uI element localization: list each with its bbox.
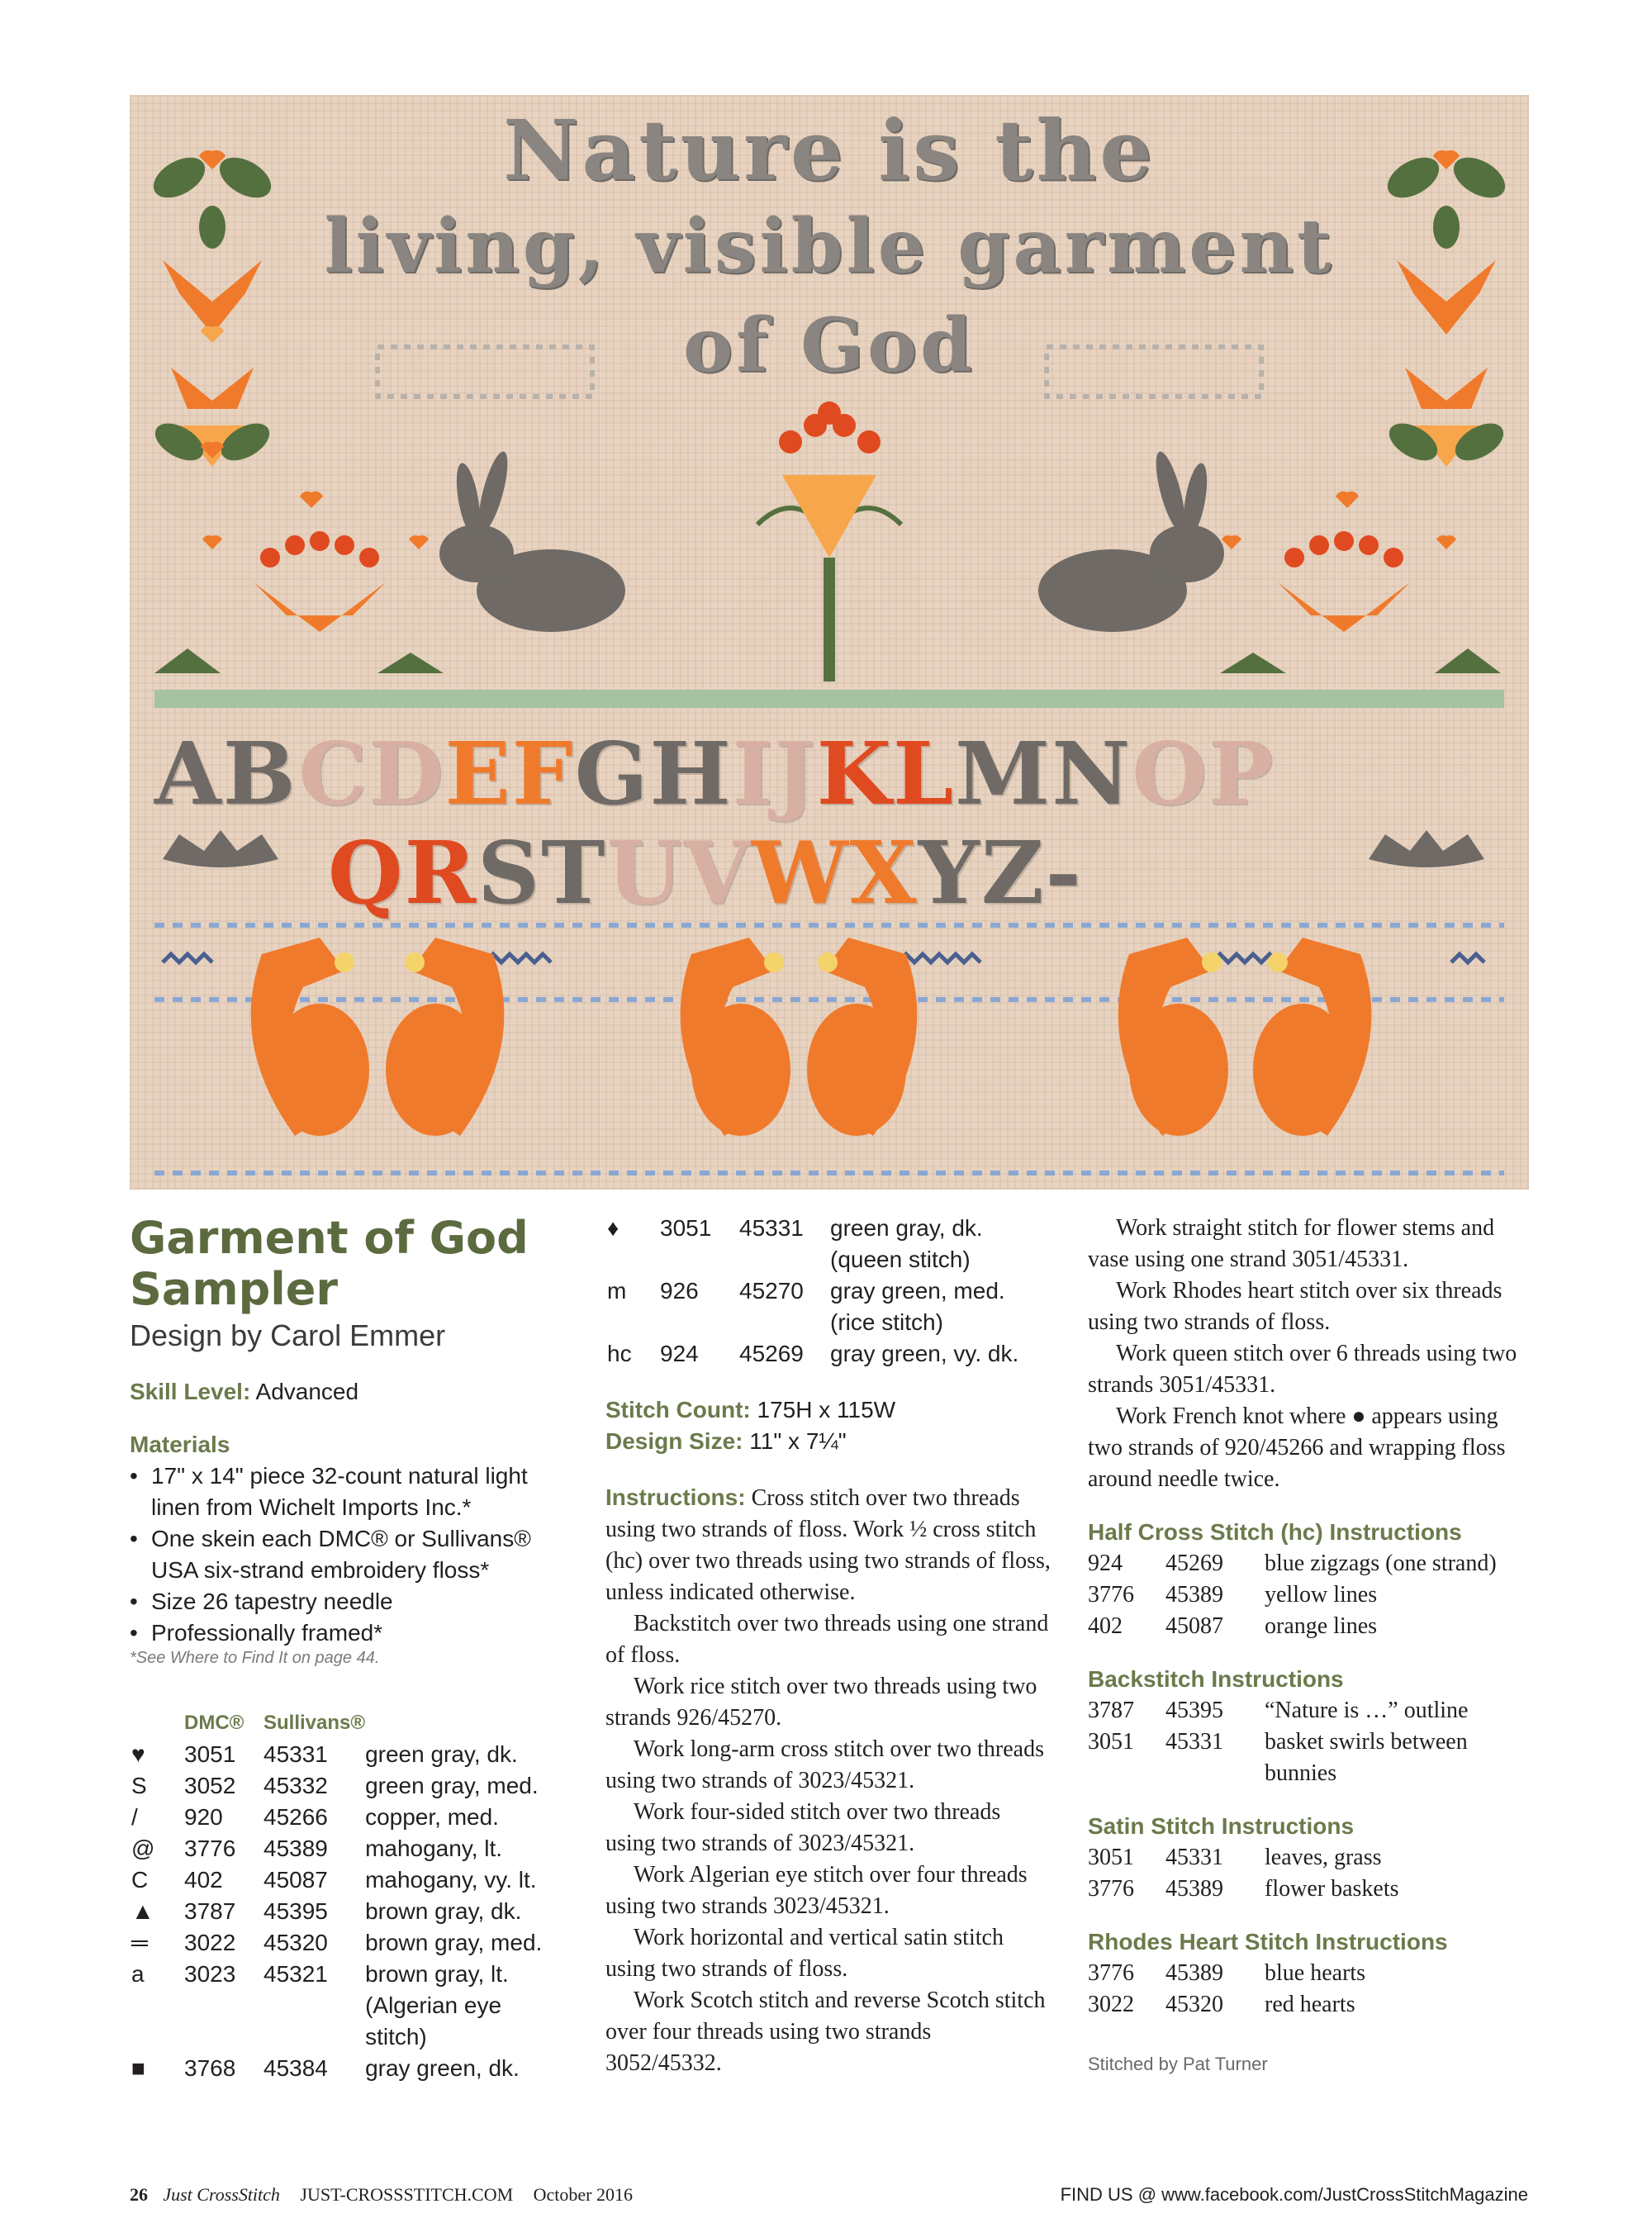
symbol: m (607, 1278, 627, 1304)
sullivans-code: 45321 (263, 1961, 328, 1987)
sullivans-code: 45320 (263, 1930, 328, 1955)
stitch-row (1088, 1611, 1497, 1642)
symbol: @ (131, 1836, 155, 1861)
alphabet-letter: U (606, 822, 684, 924)
dmc-code: 3776 (1088, 1960, 1134, 1986)
sullivans-code: 45320 (1165, 1992, 1223, 2017)
sullivans-code: 45389 (1165, 1582, 1223, 1608)
stitch-row (1088, 1842, 1399, 1874)
instructions-intro (605, 1482, 1051, 1608)
materials-list (130, 1460, 559, 1649)
alphabet-letter: X (849, 822, 919, 924)
color-key-row (130, 1770, 559, 1802)
color-key-row (605, 1338, 1018, 1370)
page-number: 26 (130, 2184, 148, 2205)
alphabet-letter: C (298, 723, 369, 824)
byline: Design by Carol Emmer (130, 1318, 446, 1352)
sullivans-code: 45389 (263, 1836, 328, 1861)
website: JUST-CROSSSTITCH.COM (300, 2184, 514, 2205)
backstitch-table (1088, 1695, 1534, 1789)
stitch-row (1088, 1548, 1497, 1579)
instruction-paragraph: Work Algerian eye stitch over four threads using two strands 3023/45321. (605, 1862, 1028, 1919)
stitch-description: “Nature is …” outline (1265, 1698, 1469, 1723)
instruction-paragraph: Work straight stitch for flower stems and vase using one strand 3051/45331. (1088, 1215, 1495, 1272)
satin-heading: Satin Stitch Instructions (1088, 1813, 1355, 1839)
color-key-row (130, 2053, 559, 2084)
sullivans-code: 45389 (1165, 1876, 1223, 1902)
dmc-header: DMC® (184, 1712, 244, 1734)
alphabet-letter: I (732, 723, 775, 824)
color-key-row (130, 1739, 559, 1770)
alphabet-letter: O (1132, 723, 1208, 824)
stitch-description: blue zigzags (one strand) (1265, 1551, 1497, 1576)
color-name: gray green, med. (rice stitch) (830, 1278, 1005, 1335)
stitch-count-value: 175H x 115W (757, 1397, 896, 1422)
stitch-description: flower baskets (1265, 1876, 1399, 1902)
material-item: • One skein each DMC® or Sullivans® USA six-strand embroidery floss* (130, 1523, 559, 1586)
color-name: brown gray, lt. (Algerian eye stitch) (365, 1961, 509, 2049)
instruction-paragraph: Work long-arm cross stitch over two threads using two strands of 3023/45321. (605, 1736, 1044, 1793)
right-bunny (1038, 449, 1224, 632)
color-note: (queen stitch) (830, 1247, 971, 1272)
verse-line-1: Nature is the (503, 102, 1156, 199)
title-line-1: Garment of God (130, 1212, 529, 1264)
center-flower-tree (757, 401, 901, 682)
french-knot-post: appears using two strands of 920/45266 and wrapping floss around needle twice. (1088, 1403, 1506, 1492)
alphabet-letter: V (683, 822, 752, 924)
sage-band (154, 690, 1504, 708)
rhodes-heading: Rhodes Heart Stitch Instructions (1088, 1929, 1448, 1954)
symbol: ═ (131, 1930, 148, 1955)
dmc-code: 3776 (1088, 1876, 1134, 1902)
color-note: (rice stitch) (830, 1309, 943, 1335)
dmc-code: 920 (184, 1804, 223, 1830)
alphabet-row-1 (154, 723, 1275, 824)
instruction-paragraph: Work four-sided stitch over two threads using two strands of 3023/45321. (605, 1799, 1001, 1856)
skill-label: Skill Level: (130, 1379, 251, 1404)
design-size-label: Design Size: (605, 1428, 743, 1454)
symbol: ▲ (131, 1898, 154, 1924)
instructions-first: Cross stitch over two threads using two strands of floss. Work ½ cross stitch (hc) over two threads using two strands of floss, unless indicated otherwise. (605, 1485, 1051, 1605)
sullivans-code: 45269 (739, 1341, 804, 1366)
dmc-code: 402 (1088, 1613, 1123, 1639)
alphabet-row-2 (328, 822, 1083, 924)
symbol: ♥ (131, 1741, 145, 1767)
color-name: brown gray, dk. (365, 1898, 522, 1924)
dmc-code: 3051 (1088, 1845, 1134, 1870)
alphabet-letter: G (574, 723, 650, 824)
verse-line-3: of God (683, 302, 976, 389)
symbol: a (131, 1961, 145, 1987)
color-name: mahogany, lt. (365, 1836, 503, 1861)
backstitch-heading: Backstitch Instructions (1088, 1666, 1344, 1692)
color-key-row (130, 1959, 559, 2053)
symbol: hc (607, 1341, 632, 1366)
stitch-row (1088, 1874, 1399, 1905)
stitch-description: basket swirls between bunnies (1265, 1729, 1468, 1786)
dmc-code: 3776 (1088, 1582, 1134, 1608)
symbol: / (131, 1804, 138, 1830)
article-title (130, 1213, 559, 1315)
page-footer-left (130, 2184, 633, 2206)
alphabet-letter: D (368, 723, 445, 824)
sullivans-code: 45087 (263, 1867, 328, 1893)
color-name: green gray, med. (365, 1773, 539, 1798)
color-name: copper, med. (365, 1804, 499, 1830)
color-key-row (130, 1833, 559, 1864)
left-bunny (439, 449, 625, 632)
color-key-row (130, 1927, 559, 1959)
column-3-instructions (1088, 1213, 1534, 1495)
alphabet-letter: Q (328, 822, 405, 924)
design-size (605, 1426, 1051, 1457)
find-us-link[interactable]: FIND US @ www.facebook.com/JustCrossStitchMagazine (1060, 2184, 1528, 2205)
alphabet-letter: J (774, 723, 817, 824)
alphabet-letter: Z (980, 822, 1046, 924)
sullivans-code: 45389 (1165, 1960, 1223, 1986)
left-crown (163, 830, 278, 867)
stitch-row (1088, 1579, 1497, 1611)
verse-line-2: living, visible garment (324, 202, 1335, 290)
alphabet-letter: R (404, 822, 478, 924)
sullivans-code: 45266 (263, 1804, 328, 1830)
column-3 (1088, 1213, 1534, 2075)
alphabet-letter: T (541, 822, 607, 924)
rhodes-table (1088, 1958, 1365, 2021)
color-name: mahogany, vy. lt. (365, 1867, 537, 1893)
stitch-description: yellow lines (1265, 1582, 1378, 1608)
sampler-photo (130, 95, 1529, 1190)
color-key-row (605, 1275, 1018, 1338)
dmc-code: 3022 (184, 1930, 236, 1955)
sullivans-code: 45331 (739, 1215, 804, 1241)
sullivans-code: 45332 (263, 1773, 328, 1798)
color-name: green gray, dk. (queen stitch) (830, 1215, 983, 1272)
alphabet-letter: Y (918, 822, 981, 924)
alphabet-letter: A (154, 723, 223, 824)
instruction-paragraph: Work Rhodes heart stitch over six threads using two strands of floss. (1088, 1278, 1502, 1335)
color-key-header (130, 1707, 559, 1739)
color-key-table (130, 1707, 559, 2084)
sullivans-code: 45331 (1165, 1729, 1223, 1755)
skill-value: Advanced (255, 1379, 359, 1404)
symbol: ♦ (607, 1215, 620, 1241)
alphabet-letter: N (1051, 723, 1132, 824)
sullivans-code: 45269 (1165, 1551, 1223, 1576)
stitch-row (1088, 1695, 1534, 1726)
color-key-row (130, 1802, 559, 1833)
materials-note: *See Where to Find It on page 44. (130, 1649, 380, 1667)
dmc-code: 3787 (184, 1898, 236, 1924)
stitch-description: red hearts (1265, 1992, 1355, 2017)
dmc-code: 3051 (1088, 1729, 1134, 1755)
skill-level (130, 1376, 559, 1408)
alphabet-letter: B (222, 723, 299, 824)
stitch-description: orange lines (1265, 1613, 1378, 1639)
dmc-code: 3052 (184, 1773, 236, 1798)
dmc-code: 3768 (184, 2055, 236, 2081)
sullivans-code: 45331 (1165, 1845, 1223, 1870)
dmc-code: 3787 (1088, 1698, 1134, 1723)
stitch-description: leaves, grass (1265, 1845, 1382, 1870)
dmc-code: 3051 (660, 1215, 712, 1241)
magazine-name: Just CrossStitch (163, 2184, 280, 2205)
color-note: (Algerian eye stitch) (365, 1992, 502, 2049)
materials-heading: Materials (130, 1432, 230, 1457)
color-name: brown gray, med. (365, 1930, 543, 1955)
color-key-row (130, 1864, 559, 1896)
color-key-row (605, 1213, 1018, 1275)
left-flower-basket (254, 531, 386, 632)
french-knot-symbol: ● (1351, 1403, 1366, 1429)
color-name: gray green, dk. (365, 2055, 520, 2081)
dmc-code: 926 (660, 1278, 699, 1304)
stitch-description: blue hearts (1265, 1960, 1366, 1986)
material-item: • Professionally framed* (130, 1617, 559, 1649)
instruction-paragraph: Work horizontal and vertical satin stitch using two strands of floss. (605, 1925, 1004, 1982)
symbol: ■ (131, 2055, 145, 2081)
dmc-code: 924 (1088, 1551, 1123, 1576)
dmc-code: 3051 (184, 1741, 236, 1767)
instruction-paragraph: Work Scotch stitch and reverse Scotch stitch over four threads using two strands 3052/45332. (605, 1988, 1046, 2076)
alphabet-letter: F (511, 723, 575, 824)
color-key-table-continued (605, 1213, 1018, 1370)
sullivans-code: 45384 (263, 2055, 328, 2081)
symbol: S (131, 1773, 147, 1798)
instructions-label: Instructions: (605, 1484, 746, 1510)
column-1 (130, 1213, 559, 2084)
dmc-code: 3023 (184, 1961, 236, 1987)
right-flower-basket (1278, 531, 1410, 632)
sullivans-code: 45395 (263, 1898, 328, 1924)
stitch-count (605, 1394, 1051, 1426)
sullivans-code: 45270 (739, 1278, 804, 1304)
sullivans-header: Sullivans® (263, 1712, 366, 1734)
material-item: • Size 26 tapestry needle (130, 1586, 559, 1617)
alphabet-letter: L (893, 723, 956, 824)
satin-table (1088, 1842, 1399, 1905)
dmc-code: 924 (660, 1341, 699, 1366)
symbol: C (131, 1867, 149, 1893)
stitch-row (1088, 1989, 1365, 2021)
color-name: gray green, vy. dk. (830, 1341, 1019, 1366)
stitch-count-label: Stitch Count: (605, 1397, 751, 1422)
title-line-2: Sampler (130, 1263, 339, 1315)
color-key-row (130, 1896, 559, 1927)
alphabet-letter: K (816, 723, 893, 824)
stitch-row (1088, 1958, 1365, 1989)
right-crown (1369, 830, 1484, 867)
french-knot-pre: Work French knot where (1116, 1403, 1346, 1429)
design-size-value: 11" x 7¼" (749, 1428, 847, 1454)
alphabet-letter: S (477, 822, 542, 924)
french-knot-instruction (1088, 1401, 1534, 1495)
instructions (605, 1482, 1051, 2079)
instruction-paragraph: Work queen stitch over 6 threads using two strands 3051/45331. (1088, 1341, 1517, 1398)
issue-date: October 2016 (533, 2184, 633, 2205)
instruction-paragraph: Backstitch over two threads using one strand of floss. (605, 1611, 1049, 1668)
column-2 (605, 1213, 1051, 2079)
stitch-row (1088, 1726, 1534, 1789)
stitched-by-credit: Stitched by Pat Turner (1088, 2054, 1268, 2074)
half-cross-table (1088, 1548, 1497, 1642)
sullivans-code: 45331 (263, 1741, 328, 1767)
sullivans-code: 45395 (1165, 1698, 1223, 1723)
dmc-code: 3022 (1088, 1992, 1134, 2017)
dmc-code: 3776 (184, 1836, 236, 1861)
alphabet-letter: M (955, 723, 1052, 824)
alphabet-letter: H (649, 723, 733, 824)
sullivans-code: 45087 (1165, 1613, 1223, 1639)
alphabet-letter: E (444, 723, 512, 824)
color-name: green gray, dk. (365, 1741, 518, 1767)
material-item: • 17" x 14" piece 32-count natural light linen from Wichelt Imports Inc.* (130, 1460, 559, 1523)
alphabet-letter: W (751, 822, 850, 924)
half-cross-heading: Half Cross Stitch (hc) Instructions (1088, 1519, 1462, 1545)
dmc-code: 402 (184, 1867, 223, 1893)
alphabet-letter: P (1208, 723, 1275, 824)
alphabet-letter: - (1045, 822, 1083, 924)
instruction-paragraph: Work rice stitch over two threads using two strands 926/45270. (605, 1674, 1037, 1731)
